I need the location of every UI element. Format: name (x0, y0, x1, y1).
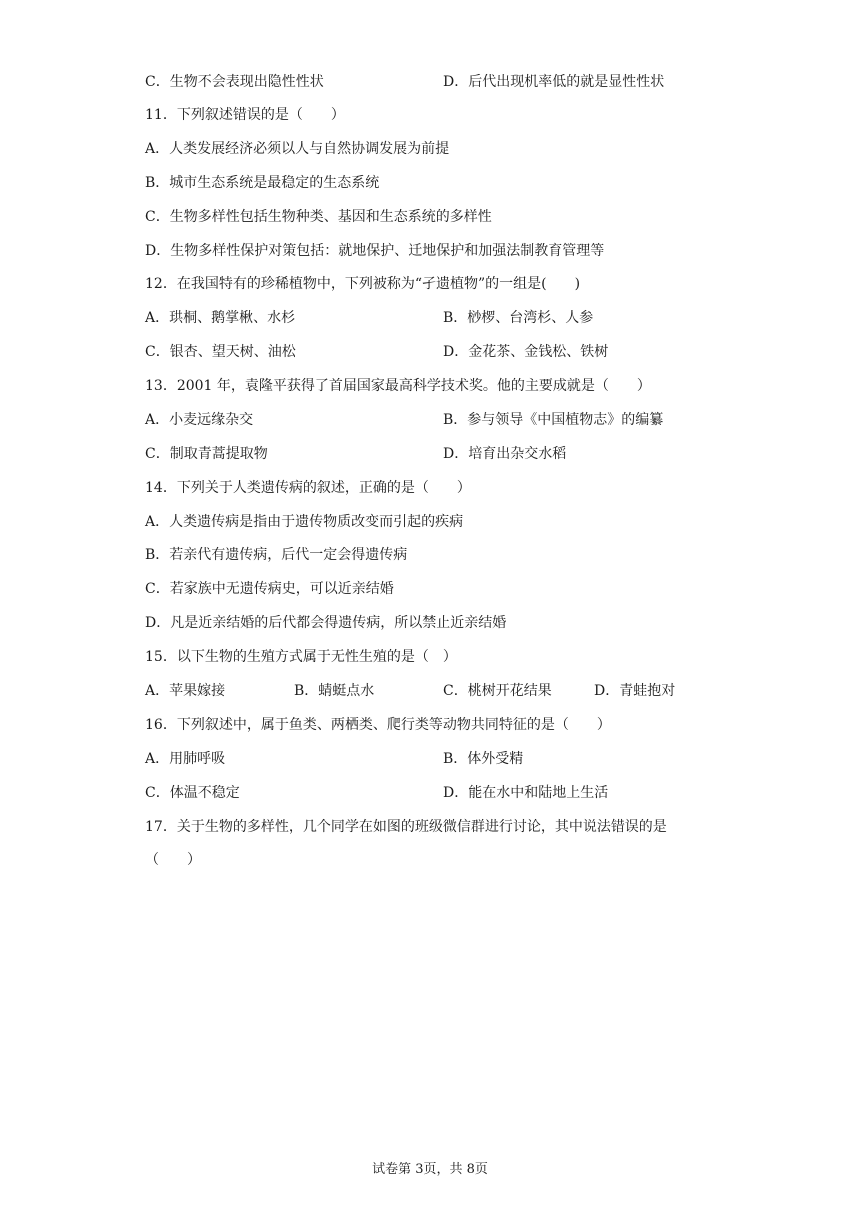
q15-option-D: D．青蛙抱对 (594, 683, 676, 699)
question-11-stem: 11．下列叙述错误的是（ ） (145, 107, 345, 123)
q12-option-A: A．珙桐、鹅掌楸、水杉 (145, 310, 296, 326)
q11-option-A: A．人类发展经济必须以人与自然协调发展为前提 (145, 141, 450, 157)
q14-option-D: D．凡是近亲结婚的后代都会得遗传病，所以禁止近亲结婚 (145, 615, 507, 631)
question-13-stem: 13．2001 年，袁隆平获得了首届国家最高科学技术奖。他的主要成就是（ ） (145, 378, 651, 394)
question-17-stem-cont: （ ） (145, 852, 201, 868)
q13-option-D: D．培育出杂交水稻 (443, 446, 567, 462)
question-12-stem: 12．在我国特有的珍稀植物中，下列被称为“孑遗植物”的一组是( ) (145, 276, 581, 292)
q13-option-C: C．制取青蒿提取物 (145, 446, 268, 462)
q15-option-C: C．桃树开花结果 (443, 683, 552, 699)
question-15-stem: 15．以下生物的生殖方式属于无性生殖的是（ ） (145, 649, 457, 665)
q11-option-B: B．城市生态系统是最稳定的生态系统 (145, 175, 380, 191)
q14-option-B: B．若亲代有遗传病，后代一定会得遗传病 (145, 547, 408, 563)
question-14-stem: 14．下列关于人类遗传病的叙述，正确的是（ ） (145, 480, 471, 496)
q13-option-A: A．小麦远缘杂交 (145, 412, 254, 428)
q13-option-B: B．参与领导《中国植物志》的编纂 (443, 412, 664, 428)
q12-option-B: B．桫椤、台湾杉、人参 (443, 310, 594, 326)
q15-option-A: A．苹果嫁接 (145, 683, 226, 699)
q16-option-A: A．用肺呼吸 (145, 751, 226, 767)
q16-option-B: B．体外受精 (443, 751, 524, 767)
q15-option-B: B．蜻蜓点水 (294, 683, 375, 699)
question-17-stem: 17．关于生物的多样性，几个同学在如图的班级微信群进行讨论，其中说法错误的是 (145, 819, 667, 835)
q16-option-C: C．体温不稳定 (145, 785, 240, 801)
q12-option-C: C．银杏、望天树、油松 (145, 344, 296, 360)
question-16-stem: 16．下列叙述中，属于鱼类、两栖类、爬行类等动物共同特征的是（ ） (145, 717, 611, 733)
q12-option-D: D．金花茶、金钱松、铁树 (443, 344, 609, 360)
q11-option-D: D．生物多样性保护对策包括：就地保护、迁地保护和加强法制教育管理等 (145, 243, 605, 259)
q11-option-C: C．生物多样性包括生物种类、基因和生态系统的多样性 (145, 209, 492, 225)
q14-option-C: C．若家族中无遗传病史，可以近亲结婚 (145, 581, 394, 597)
q16-option-D: D．能在水中和陆地上生活 (443, 785, 609, 801)
option-C-q10: C．生物不会表现出隐性性状 (145, 74, 324, 90)
option-D-q10: D．后代出现机率低的就是显性性状 (443, 74, 665, 90)
page-footer: 试卷第 3页，共 8页 (372, 1162, 488, 1177)
q14-option-A: A．人类遗传病是指由于遗传物质改变而引起的疾病 (145, 514, 464, 530)
